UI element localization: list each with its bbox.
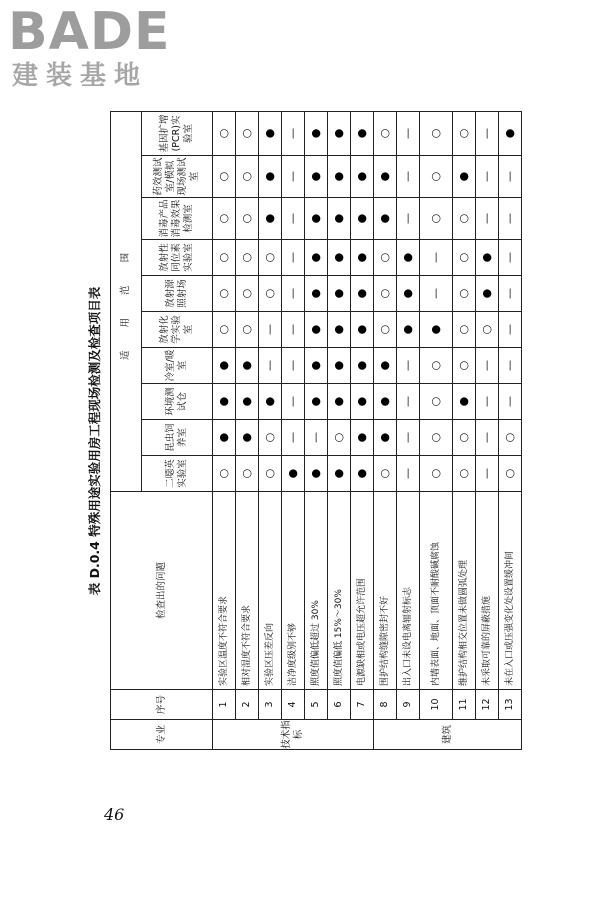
dash-mark: —: [397, 198, 420, 240]
open-circle-mark: ○: [453, 312, 476, 348]
row-number: 11: [453, 690, 476, 720]
table-row: [328, 111, 351, 749]
brand-logo: [6, 4, 181, 94]
filled-circle-mark: ●: [351, 312, 374, 348]
row-number: 7: [351, 690, 374, 720]
filled-circle-mark: ●: [305, 240, 328, 276]
column-header: 基因扩增(PCR)实验室: [142, 111, 213, 155]
filled-circle-mark: ●: [374, 420, 397, 456]
dash-mark: —: [282, 156, 305, 198]
header-issue: 检查出的问题: [111, 492, 213, 690]
dash-mark: —: [282, 276, 305, 312]
filled-circle-mark: ●: [305, 156, 328, 198]
filled-circle-mark: ●: [259, 111, 282, 155]
row-number: 9: [397, 690, 420, 720]
open-circle-mark: ○: [420, 348, 453, 384]
filled-circle-mark: ●: [213, 348, 236, 384]
open-circle-mark: ○: [213, 111, 236, 155]
table-row: [420, 111, 453, 749]
column-header: 二噁英实验室: [142, 456, 213, 492]
filled-circle-mark: ●: [305, 456, 328, 492]
filled-circle-mark: ●: [259, 156, 282, 198]
header-number: 序号: [111, 690, 213, 720]
filled-circle-mark: ●: [328, 312, 351, 348]
logo-subtitle: 建装基地: [12, 61, 149, 91]
table-row: [236, 111, 259, 749]
open-circle-mark: ○: [213, 240, 236, 276]
open-circle-mark: ○: [453, 348, 476, 384]
filled-circle-mark: ●: [328, 111, 351, 155]
open-circle-mark: ○: [213, 276, 236, 312]
issue-text: 维护结构相交位置未做圆弧处理: [453, 492, 476, 690]
filled-circle-mark: ●: [351, 384, 374, 420]
row-number: 10: [420, 690, 453, 720]
filled-circle-mark: ●: [213, 384, 236, 420]
page-number: 46: [104, 805, 125, 824]
filled-circle-mark: ●: [328, 156, 351, 198]
filled-circle-mark: ●: [351, 240, 374, 276]
filled-circle-mark: ●: [236, 420, 259, 456]
dash-mark: —: [476, 384, 499, 420]
filled-circle-mark: ●: [351, 111, 374, 155]
filled-circle-mark: ●: [453, 156, 476, 198]
filled-circle-mark: ●: [259, 384, 282, 420]
open-circle-mark: ○: [374, 456, 397, 492]
open-circle-mark: ○: [328, 420, 351, 456]
dash-mark: —: [476, 156, 499, 198]
group-label: 建筑: [374, 720, 522, 750]
filled-circle-mark: ●: [328, 198, 351, 240]
open-circle-mark: ○: [420, 420, 453, 456]
rotated-table-block: [80, 114, 540, 750]
open-circle-mark: ○: [420, 156, 453, 198]
dash-mark: —: [397, 111, 420, 155]
dash-mark: —: [282, 111, 305, 155]
dash-mark: —: [476, 111, 499, 155]
open-circle-mark: ○: [453, 420, 476, 456]
row-number: 2: [236, 690, 259, 720]
dash-mark: —: [397, 156, 420, 198]
row-number: 5: [305, 690, 328, 720]
open-circle-mark: ○: [259, 456, 282, 492]
issue-text: 内墙表面、地面、顶面不耐酸碱腐蚀: [420, 492, 453, 690]
filled-circle-mark: ●: [351, 198, 374, 240]
filled-circle-mark: ●: [328, 240, 351, 276]
open-circle-mark: ○: [420, 456, 453, 492]
dash-mark: —: [476, 456, 499, 492]
column-header: 放射源照射场: [142, 276, 213, 312]
dash-mark: —: [499, 384, 522, 420]
open-circle-mark: ○: [236, 156, 259, 198]
open-circle-mark: ○: [453, 276, 476, 312]
issue-text: 未在入口或压强变化处设置缓冲间: [499, 492, 522, 690]
filled-circle-mark: ●: [236, 348, 259, 384]
table-row: [374, 111, 397, 749]
table-row: [282, 111, 305, 749]
open-circle-mark: ○: [259, 276, 282, 312]
filled-circle-mark: ●: [305, 198, 328, 240]
dash-mark: —: [499, 348, 522, 384]
open-circle-mark: ○: [476, 312, 499, 348]
dash-mark: —: [259, 312, 282, 348]
issue-text: 未采取可靠的屏蔽措施: [476, 492, 499, 690]
dash-mark: —: [305, 420, 328, 456]
table-row: [397, 111, 420, 749]
open-circle-mark: ○: [213, 456, 236, 492]
filled-circle-mark: ●: [282, 456, 305, 492]
dash-mark: —: [397, 456, 420, 492]
row-number: 3: [259, 690, 282, 720]
filled-circle-mark: ●: [351, 456, 374, 492]
open-circle-mark: ○: [453, 240, 476, 276]
filled-circle-mark: ●: [420, 312, 453, 348]
issue-text: 电源缺相或电压超允许范围: [351, 492, 374, 690]
column-header: 药效测试室/模拟现场测试室: [142, 156, 213, 198]
filled-circle-mark: ●: [374, 198, 397, 240]
filled-circle-mark: ●: [374, 384, 397, 420]
header-scope: 适 用 范 围: [111, 111, 142, 491]
dash-mark: —: [282, 312, 305, 348]
table-row: [259, 111, 282, 749]
dash-mark: —: [282, 198, 305, 240]
open-circle-mark: ○: [420, 384, 453, 420]
filled-circle-mark: ●: [328, 348, 351, 384]
table-row: [476, 111, 499, 749]
filled-circle-mark: ●: [499, 111, 522, 155]
open-circle-mark: ○: [374, 240, 397, 276]
column-header: 放射化学实验室: [142, 312, 213, 348]
open-circle-mark: ○: [374, 312, 397, 348]
open-circle-mark: ○: [236, 456, 259, 492]
open-circle-mark: ○: [499, 420, 522, 456]
row-number: 13: [499, 690, 522, 720]
filled-circle-mark: ●: [351, 420, 374, 456]
open-circle-mark: ○: [236, 111, 259, 155]
open-circle-mark: ○: [259, 420, 282, 456]
filled-circle-mark: ●: [374, 156, 397, 198]
open-circle-mark: ○: [236, 312, 259, 348]
column-header: 环境测试仓: [142, 384, 213, 420]
row-number: 6: [328, 690, 351, 720]
table-title: 表 D.0.4 特殊用途实验用房工程现场检测及检查项目表: [87, 286, 102, 596]
issue-text: 实验区温度不符合要求: [213, 492, 236, 690]
open-circle-mark: ○: [259, 240, 282, 276]
filled-circle-mark: ●: [351, 276, 374, 312]
dash-mark: —: [397, 348, 420, 384]
issue-text: 出入口未设电离辐射标志: [397, 492, 420, 690]
open-circle-mark: ○: [236, 276, 259, 312]
filled-circle-mark: ●: [236, 384, 259, 420]
open-circle-mark: ○: [374, 111, 397, 155]
dash-mark: —: [282, 348, 305, 384]
column-header: 昆虫饲养室: [142, 420, 213, 456]
logo-wordmark: BADE: [8, 2, 171, 62]
column-header: 放射性同位素实验室: [142, 240, 213, 276]
open-circle-mark: ○: [420, 111, 453, 155]
filled-circle-mark: ●: [328, 276, 351, 312]
column-header: 消毒产品消毒效果检测室: [142, 198, 213, 240]
dash-mark: —: [476, 420, 499, 456]
open-circle-mark: ○: [453, 198, 476, 240]
row-number: 8: [374, 690, 397, 720]
group-label: 技术指标: [213, 720, 374, 750]
filled-circle-mark: ●: [476, 276, 499, 312]
dash-mark: —: [499, 312, 522, 348]
filled-circle-mark: ●: [305, 111, 328, 155]
issue-text: 实验区压差反向: [259, 492, 282, 690]
header-specialty: 专业: [111, 720, 213, 750]
dash-mark: —: [499, 198, 522, 240]
filled-circle-mark: ●: [305, 312, 328, 348]
table-row: [499, 111, 522, 749]
filled-circle-mark: ●: [397, 312, 420, 348]
open-circle-mark: ○: [453, 456, 476, 492]
dash-mark: —: [259, 348, 282, 384]
table-row: [213, 111, 236, 749]
filled-circle-mark: ●: [259, 198, 282, 240]
filled-circle-mark: ●: [397, 240, 420, 276]
table-body: [213, 111, 522, 749]
dash-mark: —: [420, 276, 453, 312]
filled-circle-mark: ●: [213, 420, 236, 456]
filled-circle-mark: ●: [328, 456, 351, 492]
row-number: 12: [476, 690, 499, 720]
issue-text: 照度值偏低超过 30%: [305, 492, 328, 690]
dash-mark: —: [282, 240, 305, 276]
filled-circle-mark: ●: [351, 348, 374, 384]
row-number: 1: [213, 690, 236, 720]
table-row: [305, 111, 328, 749]
dash-mark: —: [397, 384, 420, 420]
dash-mark: —: [282, 384, 305, 420]
issue-text: 相对湿度不符合要求: [236, 492, 259, 690]
open-circle-mark: ○: [236, 240, 259, 276]
open-circle-mark: ○: [213, 312, 236, 348]
dash-mark: —: [282, 420, 305, 456]
filled-circle-mark: ●: [351, 156, 374, 198]
filled-circle-mark: ●: [305, 348, 328, 384]
open-circle-mark: ○: [213, 156, 236, 198]
filled-circle-mark: ●: [305, 276, 328, 312]
dash-mark: —: [476, 348, 499, 384]
dash-mark: —: [499, 276, 522, 312]
open-circle-mark: ○: [374, 276, 397, 312]
row-number: 4: [282, 690, 305, 720]
inspection-table: [110, 111, 522, 750]
table-row: [351, 111, 374, 749]
filled-circle-mark: ●: [453, 384, 476, 420]
open-circle-mark: ○: [420, 198, 453, 240]
issue-text: 围护结构缝隙密封不好: [374, 492, 397, 690]
filled-circle-mark: ●: [374, 348, 397, 384]
open-circle-mark: ○: [213, 198, 236, 240]
dash-mark: —: [420, 240, 453, 276]
filled-circle-mark: ●: [328, 384, 351, 420]
issue-text: 照度值偏低 15%～30%: [328, 492, 351, 690]
open-circle-mark: ○: [236, 198, 259, 240]
dash-mark: —: [499, 156, 522, 198]
open-circle-mark: ○: [453, 111, 476, 155]
dash-mark: —: [397, 420, 420, 456]
open-circle-mark: ○: [499, 456, 522, 492]
table-row: [453, 111, 476, 749]
filled-circle-mark: ●: [476, 240, 499, 276]
dash-mark: —: [499, 240, 522, 276]
issue-text: 洁净度级别不够: [282, 492, 305, 690]
dash-mark: —: [476, 198, 499, 240]
filled-circle-mark: ●: [397, 276, 420, 312]
column-header: 冷室/暖室: [142, 348, 213, 384]
filled-circle-mark: ●: [305, 384, 328, 420]
